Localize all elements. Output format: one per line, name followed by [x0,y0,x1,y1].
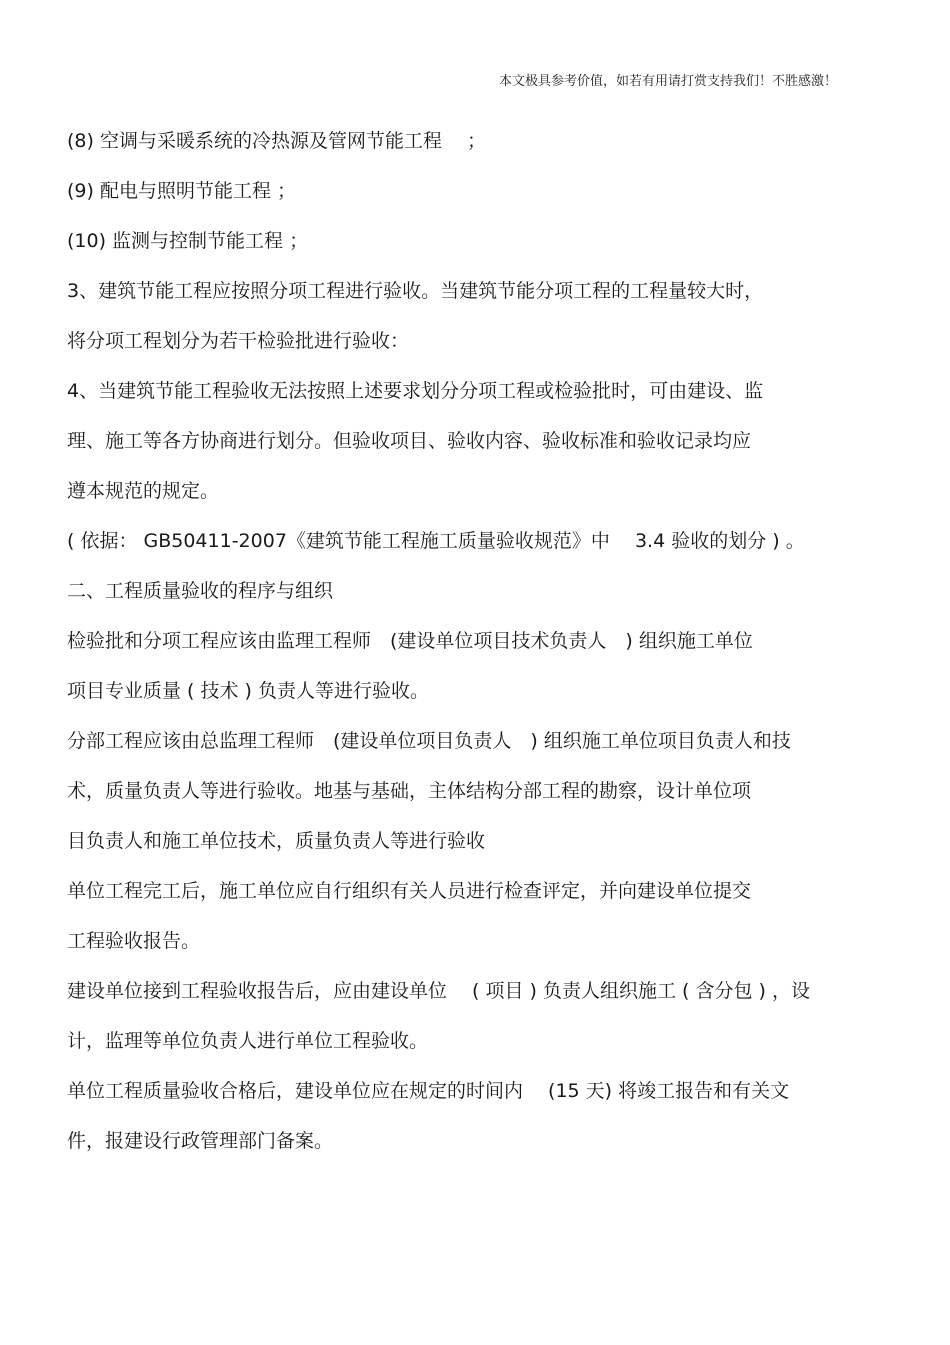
text-line: 遵本规范的规定。 [67,480,220,502]
text-line: 件，报建设行政管理部门备案。 [67,1130,334,1152]
text-line: 理、施工等各方协商进行划分。但验收项目、验收内容、验收标准和验收记录均应 [67,430,752,452]
text-line: 分部工程应该由总监理工程师 (建设单位项目负责人 ) 组织施工单位项目负责人和技 [67,730,791,752]
section-heading: 二、工程质量验收的程序与组织 [67,580,334,602]
text-line: (8) 空调与采暖系统的冷热源及管网节能工程 ； [67,130,486,152]
text-line: (9) 配电与照明节能工程 ； [67,180,296,202]
text-line: (10) 监测与控制节能工程 ； [67,230,309,252]
header-note: 本文极具参考价值，如若有用请打赏支持我们！不胜感激！ [498,74,837,89]
text-line: 单位工程完工后，施工单位应自行组织有关人员进行检查评定，并向建设单位提交 [67,880,752,902]
text-line: 单位工程质量验收合格后，建设单位应在规定的时间内 (15 天) 将竣工报告和有关文 [67,1080,790,1102]
text-line: 项目专业质量 ( 技术 ) 负责人等进行验收。 [67,680,429,702]
text-line: 术，质量负责人等进行验收。地基与基础，主体结构分部工程的勘察，设计单位项 [67,780,752,802]
text-line: ( 依据： GB50411-2007《建筑节能工程施工质量验收规范》中 3.4 验收的划分 ) 。 [67,530,805,552]
text-line: 工程验收报告。 [67,930,201,952]
text-line: 3、建筑节能工程应按照分项工程进行验收。当建筑节能分项工程的工程量较大时， [67,280,764,302]
text-line: 检验批和分项工程应该由监理工程师 (建设单位项目技术负责人 ) 组织施工单位 [67,630,753,652]
text-line: 建设单位接到工程验收报告后，应由建设单位 ( 项目 ) 负责人组织施工 ( 含分包 ) ，设 [67,980,810,1002]
text-line: 将分项工程划分为若干检验批进行验收： [67,330,410,352]
text-line: 目负责人和施工单位技术，质量负责人等进行验收 [67,830,486,852]
text-line: 4、当建筑节能工程验收无法按照上述要求划分分项工程或检验批时，可由建设、监 [67,380,764,402]
text-line: 计，监理等单位负责人进行单位工程验收。 [67,1030,429,1052]
